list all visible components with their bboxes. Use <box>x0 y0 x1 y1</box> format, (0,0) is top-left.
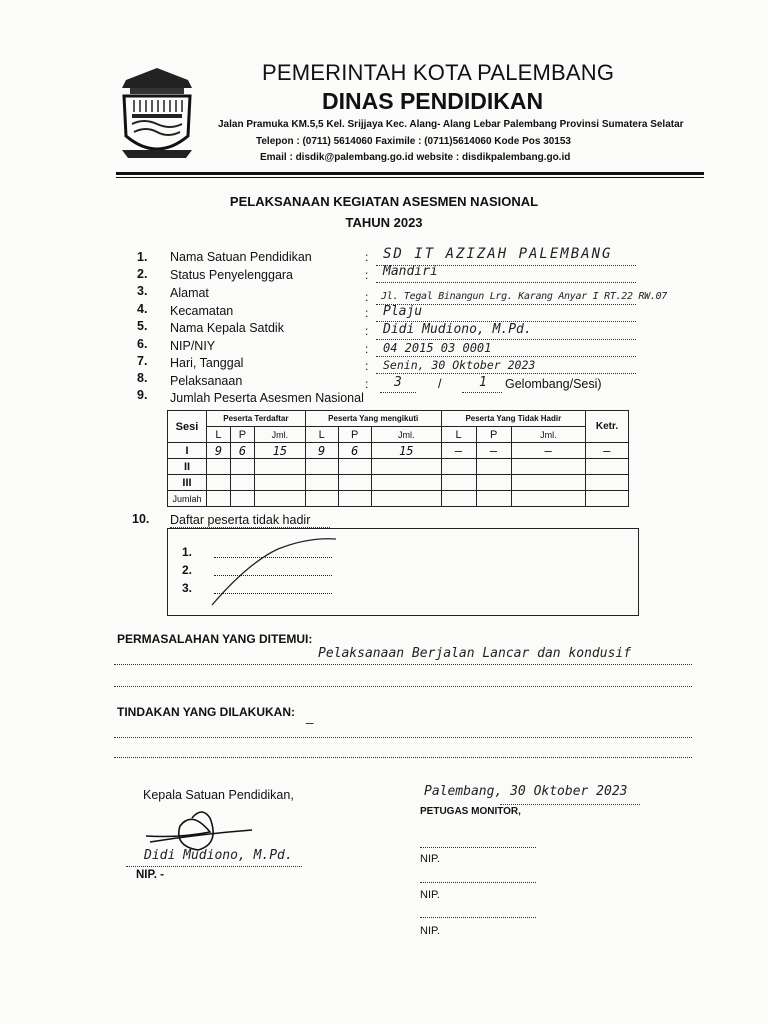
absent-list-box <box>167 528 639 616</box>
col-absent: Peserta Yang Tidak Hadir <box>441 411 585 427</box>
day-date-value: Senin, 30 Oktober 2023 <box>383 358 536 372</box>
table-cell: – <box>476 443 511 459</box>
strike-through-mark <box>208 533 338 609</box>
department-name: DINAS PENDIDIKAN <box>322 88 544 114</box>
field-colon: : <box>365 377 369 391</box>
table-cell <box>305 475 338 491</box>
sub-jml: Jml. <box>511 427 585 443</box>
office-telephone: Telepon : (0711) 5614060 Faximile : (0711)5614060 Kode Pos 30153 <box>256 136 571 147</box>
table-cell <box>476 491 511 507</box>
field-number: 5. <box>137 319 148 333</box>
field-colon: : <box>365 306 369 320</box>
table-row <box>168 491 629 507</box>
dotted-line <box>114 737 692 738</box>
sesi-cell: Jumlah <box>168 491 207 507</box>
table-cell <box>255 475 306 491</box>
field-label: Pelaksanaan <box>170 374 243 388</box>
slash-separator: / <box>438 377 442 391</box>
table-cell <box>511 459 585 475</box>
table-cell <box>305 491 338 507</box>
table-cell <box>441 491 476 507</box>
absent-item-number: 1. <box>182 545 193 559</box>
table-cell: 6 <box>230 443 254 459</box>
field-underline <box>376 373 636 374</box>
col-sesi: Sesi <box>168 411 207 443</box>
field-colon: : <box>365 250 369 264</box>
table-cell <box>305 459 338 475</box>
table-cell <box>207 475 231 491</box>
table-cell <box>441 475 476 491</box>
field-number: 7. <box>137 354 148 368</box>
table-row <box>168 443 629 459</box>
sesi-cell: I <box>168 443 207 459</box>
sub-p: P <box>476 427 511 443</box>
table-cell: – <box>441 443 476 459</box>
document-title: PELAKSANAAN KEGIATAN ASESMEN NASIONAL <box>229 194 539 209</box>
monitor-nip-label: NIP. <box>420 853 440 865</box>
table-cell <box>511 475 585 491</box>
sub-l: L <box>207 427 231 443</box>
field-underline <box>376 282 636 283</box>
note-cell: – <box>586 443 629 459</box>
field-colon: : <box>365 342 369 356</box>
table-cell <box>255 459 306 475</box>
table-cell: 15 <box>255 443 306 459</box>
note-cell <box>586 475 629 491</box>
table-row <box>168 475 629 491</box>
table-cell <box>230 475 254 491</box>
field-label: NIP/NIY <box>170 339 216 353</box>
absent-list-label: Daftar peserta tidak hadir <box>170 513 311 527</box>
table-cell <box>511 491 585 507</box>
principal-title: Kepala Satuan Pendidikan, <box>143 788 294 802</box>
table-cell: 9 <box>305 443 338 459</box>
table-cell: – <box>511 443 585 459</box>
note-cell <box>586 491 629 507</box>
field-number: 10. <box>132 512 150 526</box>
table-cell <box>338 491 371 507</box>
field-colon: : <box>365 268 369 282</box>
table-subheader-row <box>168 427 629 443</box>
field-underline <box>376 339 636 340</box>
field-underline <box>380 392 416 393</box>
table-cell <box>338 459 371 475</box>
sub-jml: Jml. <box>371 427 441 443</box>
monitor-nip-label: NIP. <box>420 925 440 937</box>
field-number: 3. <box>137 284 148 298</box>
note-cell <box>586 459 629 475</box>
principal-name: Didi Mudiono, M.Pd. <box>144 848 293 863</box>
field-colon: : <box>365 359 369 373</box>
absent-item-number: 3. <box>182 581 193 595</box>
dotted-line <box>114 757 692 758</box>
wave-session-suffix: Gelombang/Sesi) <box>505 377 602 391</box>
place-date: Palembang, 30 Oktober 2023 <box>424 784 628 799</box>
sub-jml: Jml. <box>255 427 306 443</box>
header-rule-thin <box>116 177 704 178</box>
monitor-name-line <box>420 882 536 883</box>
nip-value: 04 2015 03 0001 <box>383 341 492 355</box>
table-cell <box>476 475 511 491</box>
table-cell <box>476 459 511 475</box>
monitor-nip-label: NIP. <box>420 889 440 901</box>
wave-value: 3 <box>394 375 402 390</box>
session-value: 1 <box>479 375 487 390</box>
organizer-status-value: Mandiri <box>383 264 438 279</box>
table-cell <box>230 491 254 507</box>
table-cell: 6 <box>338 443 371 459</box>
government-name: PEMERINTAH KOTA PALEMBANG <box>262 60 615 85</box>
sub-p: P <box>338 427 371 443</box>
field-underline <box>462 392 502 393</box>
sesi-cell: II <box>168 459 207 475</box>
field-underline <box>376 356 636 357</box>
absent-item-number: 2. <box>182 563 193 577</box>
signature-line <box>126 866 302 867</box>
field-number: 4. <box>137 302 148 316</box>
col-registered: Peserta Terdaftar <box>207 411 306 427</box>
table-cell <box>207 491 231 507</box>
principal-nip: NIP. - <box>136 869 164 881</box>
table-row <box>168 459 629 475</box>
field-label: Nama Kepala Satdik <box>170 321 284 335</box>
school-name-value: SD IT AZIZAH PALEMBANG <box>383 246 613 262</box>
participant-count-label: Jumlah Peserta Asesmen Nasional <box>170 391 364 405</box>
office-email: Email : disdik@palembang.go.id website : disdikpalembang.go.id <box>260 152 571 163</box>
monitor-name-line <box>420 917 536 918</box>
principal-name-value: Didi Mudiono, M.Pd. <box>383 322 532 337</box>
field-label: Status Penyelenggara <box>170 268 294 282</box>
table-cell: 15 <box>371 443 441 459</box>
problems-label: PERMASALAHAN YANG DITEMUI: <box>117 632 313 646</box>
problems-text: Pelaksanaan Berjalan Lancar dan kondusif <box>318 646 632 661</box>
sub-l: L <box>441 427 476 443</box>
table-cell <box>441 459 476 475</box>
address-value: Jl. Tegal Binangun Lrg. Karang Anyar I RT.22 RW.07 <box>381 291 668 302</box>
table-cell <box>371 459 441 475</box>
date-underline <box>500 804 640 805</box>
participant-table <box>167 410 629 507</box>
document-year: TAHUN 2023 <box>345 215 423 230</box>
table-cell <box>207 459 231 475</box>
field-label: Hari, Tanggal <box>170 356 244 370</box>
field-colon: : <box>365 290 369 304</box>
sesi-cell: III <box>168 475 207 491</box>
field-label: Kecamatan <box>170 304 234 318</box>
field-colon: : <box>365 324 369 338</box>
actions-label: TINDAKAN YANG DILAKUKAN: <box>117 705 296 719</box>
field-label: Nama Satuan Pendidikan <box>170 250 312 264</box>
table-cell <box>230 459 254 475</box>
field-number: 1. <box>137 250 148 264</box>
header-rule-thick <box>116 172 704 175</box>
table-cell <box>371 475 441 491</box>
field-number: 9. <box>137 388 148 402</box>
sub-p: P <box>230 427 254 443</box>
table-header-row <box>168 411 629 427</box>
table-cell <box>338 475 371 491</box>
col-note: Ketr. <box>586 411 629 443</box>
dotted-line <box>114 686 692 687</box>
monitor-title: PETUGAS MONITOR, <box>420 806 521 817</box>
table-cell <box>371 491 441 507</box>
actions-text: – <box>306 716 314 731</box>
col-present: Peserta Yang mengikuti <box>305 411 441 427</box>
dotted-line <box>114 664 692 665</box>
field-number: 6. <box>137 337 148 351</box>
field-label: Alamat <box>170 286 209 300</box>
district-value: Plaju <box>383 304 423 319</box>
table-cell: 9 <box>207 443 231 459</box>
palembang-emblem-logo <box>116 66 198 170</box>
table-cell <box>255 491 306 507</box>
monitor-name-line <box>420 847 536 848</box>
field-number: 8. <box>137 371 148 385</box>
sub-l: L <box>305 427 338 443</box>
office-address: Jalan Pramuka KM.5,5 Kel. Srijjaya Kec. Alang- Alang Lebar Palembang Provinsi Sumatera Selatar <box>218 119 684 130</box>
field-number: 2. <box>137 267 148 281</box>
